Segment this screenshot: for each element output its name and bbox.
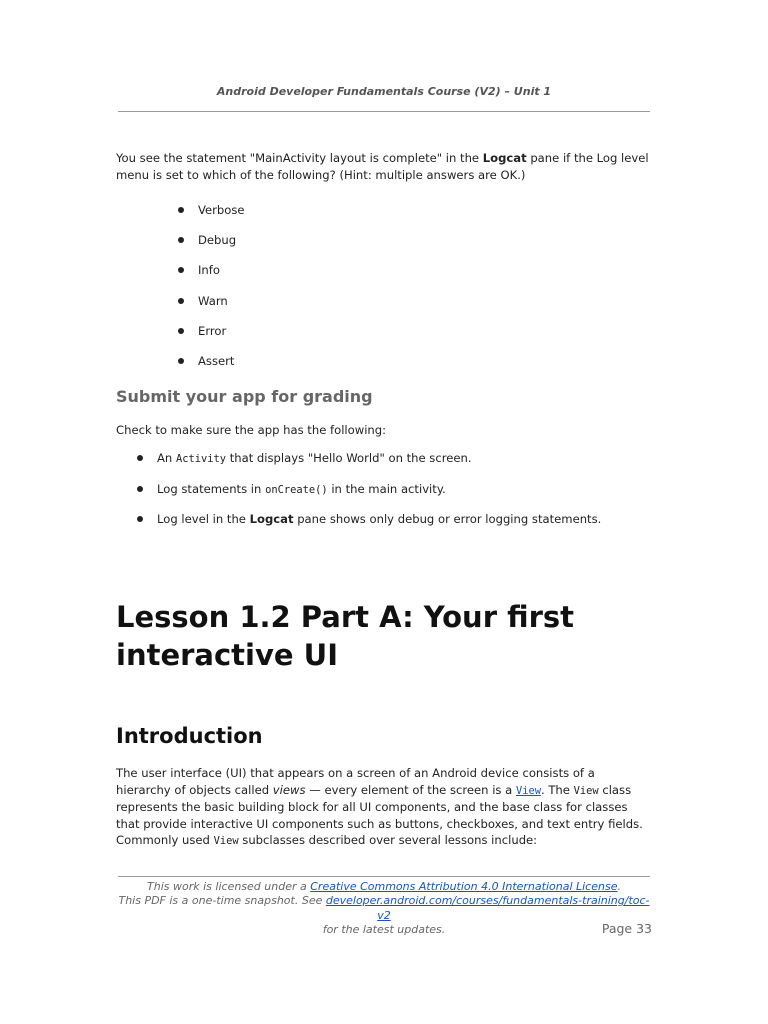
page-number: Page 33 (601, 921, 652, 936)
list-item: An Activity that displays "Hello World" on the screen. (133, 449, 601, 480)
submit-heading: Submit your app for grading (116, 387, 373, 406)
list-item: Verbose (174, 201, 245, 231)
checklist (133, 449, 601, 541)
introduction-heading: Introduction (116, 724, 263, 748)
page-footer (118, 876, 650, 937)
code-view: View (573, 784, 599, 797)
logcat-bold: Logcat (249, 512, 294, 526)
license-line: This work is licensed under a Creative Commons Attribution 4.0 International License. (147, 880, 621, 893)
submit-intro: Check to make sure the app has the following: (116, 423, 387, 437)
list-item: Log statements in onCreate() in the main activity. (133, 480, 601, 511)
log-level-list (174, 201, 245, 382)
logcat-bold: Logcat (482, 151, 527, 165)
view-link[interactable]: View (515, 784, 541, 797)
code-activity: Activity (175, 453, 227, 465)
list-item: Warn (174, 292, 245, 322)
toc-link[interactable]: developer.android.com/courses/fundamentals-training/toc-v2 (325, 894, 650, 922)
question-paragraph: You see the statement "MainActivity layout is complete" in the Logcat pane if the Log level menu is set to which of the following? (Hint: multiple answers are OK.) (116, 151, 649, 182)
introduction-paragraph: The user interface (UI) that appears on a screen of an Android device consists of a hierarchy of objects called views — every element of the screen is a View. The View class represents the basic building block for all UI components, and the base class for classes that provide interactive UI components such as buttons, checkboxes, and text entry fields. Commonly used View subclasses described over several lessons include: (116, 766, 643, 847)
list-item: Assert (174, 352, 245, 382)
list-item: Log level in the Logcat pane shows only debug or error logging statements. (133, 510, 601, 541)
license-link[interactable]: Creative Commons Attribution 4.0 International License (310, 880, 618, 893)
page-header: Android Developer Fundamentals Course (V2) – Unit 1 (118, 85, 650, 112)
lesson-title: Lesson 1.2 Part A: Your first interactive UI (116, 600, 575, 672)
list-item: Debug (174, 231, 245, 261)
code-oncreate: onCreate() (265, 483, 328, 496)
snapshot-line: This PDF is a one-time snapshot. See developer.android.com/courses/fundamentals-training/toc-v2 (118, 894, 650, 922)
list-item: Error (174, 322, 245, 352)
list-item: Info (174, 261, 245, 291)
updates-line: for the latest updates. (322, 922, 446, 936)
code-view: View (213, 835, 239, 847)
